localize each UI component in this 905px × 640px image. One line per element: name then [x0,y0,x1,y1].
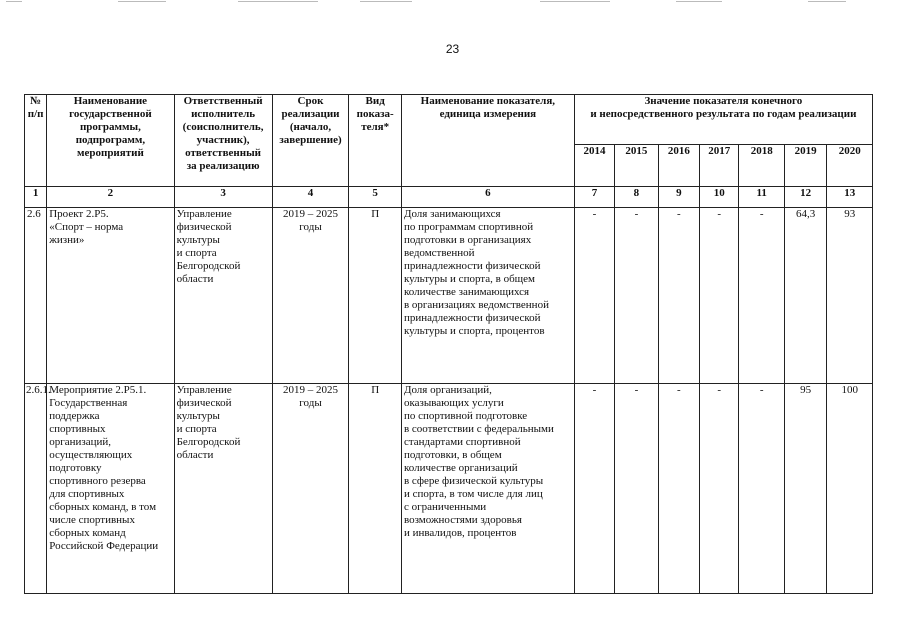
scan-top-marks [0,0,905,4]
row-number: 2.6 [25,208,47,384]
table-row [25,384,873,594]
row-kind: П [349,208,402,384]
column-number: 4 [272,187,349,208]
header-indicator-kind: Вид показа- теля* [349,95,402,187]
value-2017: - [700,384,739,594]
year-2018: 2018 [739,145,784,187]
column-number: 9 [658,187,699,208]
value-2015: - [615,208,658,384]
column-number: 6 [401,187,574,208]
row-term: 2019 – 2025 годы [272,384,349,594]
year-2015: 2015 [615,145,658,187]
column-number: 8 [615,187,658,208]
row-indicator: Доля организаций, оказывающих услуги по спортивной подготовке в соответствии с федеральными стандартами спортивной подготовки, в общем количестве организаций в сфере физической культуры и спорта, в том числе для лиц с ограниченными возможностями здоровья и инвалидов, процентов [401,384,574,594]
row-kind: П [349,384,402,594]
row-name: Мероприятие 2.Р5.1. Государственная поддержка спортивных организаций, осуществляющих подготовку спортивного резерва для спортивных сборных команд, в том числе спортивных сборных команд Российской Федерации [47,384,174,594]
year-2020: 2020 [827,145,873,187]
column-number: 13 [827,187,873,208]
header-executor: Ответственный исполнитель (соисполнитель, участник), ответственный за реализацию [174,95,272,187]
column-number: 10 [700,187,739,208]
value-2014: - [574,208,614,384]
year-2017: 2017 [700,145,739,187]
row-term: 2019 – 2025 годы [272,208,349,384]
value-2017: - [700,208,739,384]
column-numbers-row [25,187,873,208]
row-executor: Управление физической культуры и спорта Белгородской области [174,208,272,384]
row-name: Проект 2.Р5. «Спорт – норма жизни» [47,208,174,384]
value-2020: 100 [827,384,873,594]
value-2020: 93 [827,208,873,384]
page-number: 23 [445,42,460,56]
column-number: 7 [574,187,614,208]
value-2018: - [739,384,784,594]
column-number: 12 [784,187,826,208]
row-executor: Управление физической культуры и спорта Белгородской области [174,384,272,594]
table-row [25,208,873,384]
year-2016: 2016 [658,145,699,187]
year-2019: 2019 [784,145,826,187]
value-2019: 64,3 [784,208,826,384]
row-indicator: Доля занимающихся по программам спортивной подготовки в организациях ведомственной принадлежности физической культуры и спорта, в общем количестве занимающихся в организациях ведомственной принадлежности физической культуры и спорта, процентов [401,208,574,384]
value-2014: - [574,384,614,594]
header-program-name: Наименование государственной программы, подпрограмм, мероприятий [47,95,174,187]
header-values-title: Значение показателя конечного и непосредственного результата по годам реализации [574,95,872,145]
value-2016: - [658,208,699,384]
row-number: 2.6.1. [25,384,47,594]
value-2018: - [739,208,784,384]
year-2014: 2014 [574,145,614,187]
column-number: 5 [349,187,402,208]
column-number: 1 [25,187,47,208]
indicator-table [24,94,873,594]
header-indicator-name: Наименование показателя, единица измерения [401,95,574,187]
value-2015: - [615,384,658,594]
column-number: 3 [174,187,272,208]
header-term: Срок реализации (начало, завершение) [272,95,349,187]
column-number: 11 [739,187,784,208]
value-2019: 95 [784,384,826,594]
header-number: № п/п [25,95,47,187]
column-number: 2 [47,187,174,208]
value-2016: - [658,384,699,594]
